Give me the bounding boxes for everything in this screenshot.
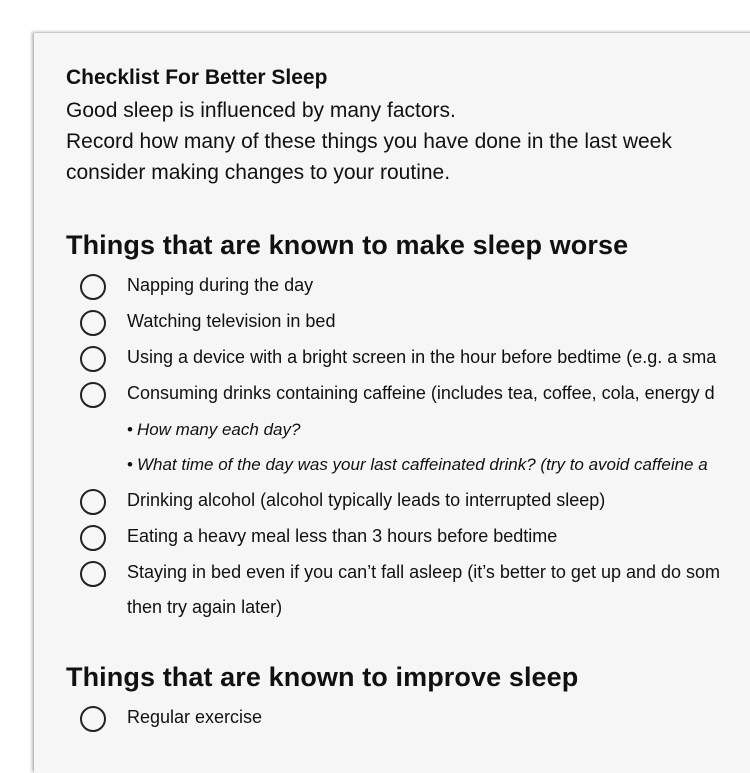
bullet-marker: •	[127, 455, 133, 474]
item-napping: Napping during the day	[127, 275, 314, 295]
bullet-marker: •	[127, 420, 133, 439]
caffeine-subitem-count	[127, 420, 300, 440]
item-bright-screen: Using a device with a bright screen in the hour before bedtime (e.g. a sma	[127, 347, 717, 367]
checkbox-television[interactable]	[80, 310, 106, 336]
section-heading-improve: Things that are known to improve sleep	[66, 662, 579, 692]
caffeine-subitem-time-text: What time of the day was your last caffeinated drink? (try to avoid caffeine a	[136, 455, 708, 474]
checkbox-caffeine[interactable]	[80, 382, 106, 408]
document-title: Checklist For Better Sleep	[66, 66, 328, 89]
checkbox-napping[interactable]	[80, 274, 106, 300]
caffeine-subitem-count-text: How many each day?	[136, 420, 301, 439]
checklist-sheet	[34, 33, 750, 773]
item-alcohol: Drinking alcohol (alcohol typically leads to interrupted sleep)	[127, 490, 606, 510]
checkbox-alcohol[interactable]	[80, 489, 106, 515]
checkbox-heavy-meal[interactable]	[80, 525, 106, 551]
checkbox-regular-exercise[interactable]	[80, 706, 106, 732]
item-heavy-meal: Eating a heavy meal less than 3 hours before bedtime	[127, 526, 558, 546]
intro-line-2: Record how many of these things you have done in the last week	[66, 130, 672, 153]
intro-line-3: consider making changes to your routine.	[66, 161, 451, 184]
checkbox-staying-in-bed[interactable]	[80, 561, 106, 587]
checkbox-bright-screen[interactable]	[80, 346, 106, 372]
item-caffeine: Consuming drinks containing caffeine (includes tea, coffee, cola, energy d	[127, 383, 715, 403]
item-staying-in-bed-continuation: then try again later)	[127, 597, 283, 617]
caffeine-subitem-time	[127, 455, 708, 475]
intro-line-1: Good sleep is influenced by many factors.	[66, 99, 456, 122]
item-television: Watching television in bed	[127, 311, 336, 331]
item-regular-exercise: Regular exercise	[127, 707, 263, 727]
item-staying-in-bed: Staying in bed even if you can’t fall asleep (it’s better to get up and do som	[127, 562, 721, 582]
section-heading-worse: Things that are known to make sleep worse	[66, 230, 629, 260]
